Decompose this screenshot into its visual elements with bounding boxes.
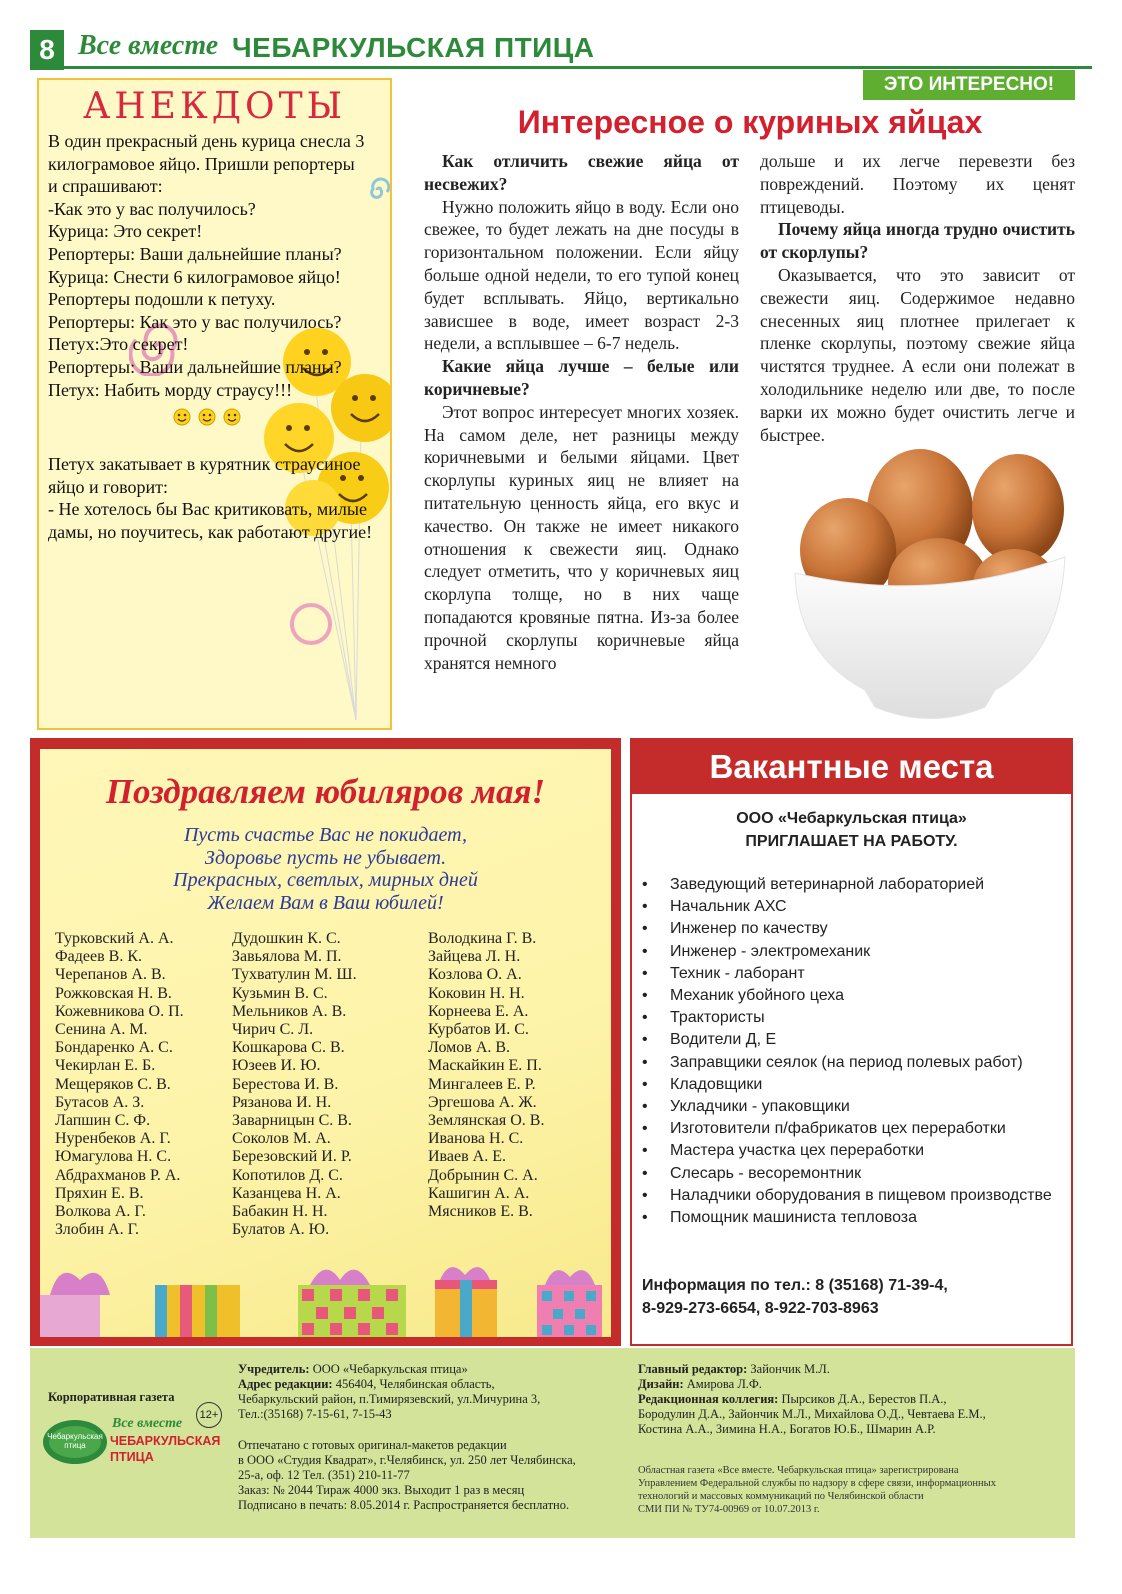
article-question: Какие яйца лучше – белые или коричневые? [424, 356, 739, 399]
name-item: Бондаренко А. С. [55, 1039, 173, 1057]
logo-title-line: ЧЕБАРКУЛЬСКАЯ [110, 1434, 221, 1448]
name-item: Завьялова М. П. [232, 948, 342, 966]
name-item: Казанцева Н. А. [232, 1184, 341, 1202]
name-item: Черепанов А. В. [55, 966, 166, 984]
poem-line: Прекрасных, светлых, мирных дней [173, 869, 478, 891]
name-item: Березовский И. Р. [232, 1148, 352, 1166]
names-column-1 [55, 930, 184, 1239]
names-column-3 [428, 930, 544, 1221]
name-item: Абдрахманов Р. А. [55, 1166, 181, 1184]
gift-boxes-decoration [40, 1255, 611, 1337]
jokes-text [48, 130, 378, 544]
name-item: Пряхин Е. В. [55, 1184, 144, 1202]
name-item: Бабакин Н. Н. [232, 1203, 328, 1221]
name-item: Соколов М. А. [232, 1130, 331, 1148]
joke-line: Курица: Снести 6 килограмовое яйцо! [48, 266, 341, 287]
name-item: Коковин Н. Н. [428, 984, 525, 1002]
contact-line: Информация по тел.: 8 (35168) 71-39-4, [642, 1277, 948, 1294]
address-label: Адрес редакции: [238, 1377, 333, 1391]
vacancies-list [642, 874, 1062, 1229]
name-item: Мельников А. В. [232, 1002, 347, 1020]
eggs-bowl-image [790, 445, 1075, 730]
name-item: Иваев А. Е. [428, 1148, 506, 1166]
joke-line: Курица: Это секрет! [48, 221, 203, 242]
name-item: Землянская О. В. [428, 1112, 545, 1130]
address-value: 456404, Челябинская область, [335, 1377, 495, 1391]
joke-line: В один прекрасный день курица снесла 3 килограмовое яйцо. Пришли репортеры [48, 131, 365, 174]
name-item: Сенина А. М. [55, 1021, 148, 1039]
article-paragraph: Нужно положить яйцо в воду. Если оно свежее, то будет лежать на дне посуды в горизонтальном положении. Если яйцу больше одной недели, то его тупой конец будет всплывать. Яйцо, вертикально зависшее в воде, имеет возраст 2-3 недели, а всплывшее – 6-7 недель. [424, 196, 739, 354]
address-line: Чебаркульский район, п.Тимирязевский, ул.Мичурина 3, [238, 1392, 541, 1406]
name-item: Булатов А. Ю. [232, 1221, 330, 1239]
name-item: Нуренбеков А. Г. [55, 1130, 171, 1148]
design-value: Амирова Л.Ф. [686, 1377, 762, 1391]
vacancy-item: • Начальник АХС [642, 896, 1062, 918]
vacancy-item: • Механик убойного цеха [642, 985, 1062, 1007]
name-item: Лапшин С. Ф. [55, 1112, 151, 1130]
masthead-italic: Все вместе [78, 30, 219, 61]
name-item: Мингалеев Е. Р. [428, 1075, 536, 1093]
masthead-title: ЧЕБАРКУЛЬСКАЯ ПТИЦА [232, 32, 595, 63]
vacancy-item: • Изготовители п/фабрикатов цех переработки [642, 1118, 1062, 1140]
article-question: Почему яйца иногда трудно очистить от скорлупы? [760, 219, 1075, 263]
chief-label: Главный редактор: [638, 1362, 748, 1376]
logo-title-line: ПТИЦА [110, 1450, 154, 1464]
vacancy-item: • Трактористы [642, 1007, 1062, 1029]
contact-line: 8-929-273-6654, 8-922-703-8963 [642, 1300, 879, 1317]
name-item: Берестова И. В. [232, 1075, 339, 1093]
founder-label: Учредитель: [238, 1362, 310, 1376]
name-item: Тухватулин М. Ш. [232, 966, 357, 984]
header-rule [30, 66, 1092, 69]
vacancy-item: • Заведующий ветеринарной лабораторией [642, 874, 1062, 896]
name-item: Фадеев В. К. [55, 948, 142, 966]
registration-line: Управлением Федеральной службы по надзору в сфере связи, информационных [638, 1478, 996, 1489]
names-column-2 [232, 930, 357, 1239]
article-column-2 [760, 150, 1075, 446]
founder-value: ООО «Чебаркульская птица» [312, 1362, 468, 1376]
print-block [238, 1438, 633, 1513]
name-item: Чирич С. Л. [232, 1021, 314, 1039]
chief-value: Зайончик М.Л. [750, 1362, 830, 1376]
name-item: Злобин А. Г. [55, 1221, 140, 1239]
joke-line: Репортеры подошли к петуху. [48, 289, 276, 310]
joke-line: - Не хотелось бы Вас критиковать, милые дамы, но поучитесь, как работают другие! [48, 499, 373, 542]
editors-block [638, 1362, 1070, 1437]
vacancy-item: • Кладовщики [642, 1074, 1062, 1096]
vacancies-company [632, 807, 1071, 853]
article-title: Интересное о куриных яйцах [517, 104, 983, 140]
name-item: Володкина Г. В. [428, 930, 537, 947]
name-item: Юмагулова Н. С. [55, 1148, 172, 1166]
name-item: Кашигин А. А. [428, 1184, 530, 1202]
name-item: Рязанова И. Н. [232, 1093, 332, 1111]
name-item: Козлова О. А. [428, 966, 522, 984]
joke-line: Петух: Набить морду страусу!!! [48, 379, 293, 400]
board-line: Бородулин Д.А., Зайончик М.Л., Михайлова О.Д., Чевтаева Е.М., [638, 1407, 986, 1421]
name-item: Волкова А. Г. [55, 1203, 146, 1221]
name-item: Курбатов И. С. [428, 1021, 529, 1039]
vacancy-item: • Водители Д, Е [642, 1029, 1062, 1051]
name-item: Турковский А. А. [55, 930, 174, 947]
company-invite: ПРИГЛАШАЕТ НА РАБОТУ. [745, 833, 958, 850]
joke-line: -Как это у вас получилось? [48, 198, 256, 219]
logo-badge-text: Чебаркульская птица [47, 1432, 103, 1450]
name-item: Дудошкин К. С. [232, 930, 341, 947]
design-label: Дизайн: [638, 1377, 684, 1391]
article-question: Как отличить свежие яйца от несвежих? [424, 151, 739, 194]
registration-block [638, 1464, 1070, 1516]
name-item: Чекирлан Е. Б. [55, 1057, 156, 1075]
name-item: Кузьмин В. С. [232, 984, 328, 1002]
board-line: Костина А.А., Зимина Н.А., Богатов Ю.Б., Шмарин А.Р. [638, 1422, 936, 1436]
logo-italic: Все вместе [112, 1416, 183, 1431]
vacancy-item: • Инженер по качеству [642, 918, 1062, 940]
print-line: 25-а, оф. 12 Тел. (351) 210-11-77 [238, 1468, 410, 1482]
name-item: Юзеев И. Ю. [232, 1057, 321, 1075]
vacancy-item: • Слесарь - весоремонтник [642, 1163, 1062, 1185]
name-item: Зайцева Л. Н. [428, 948, 521, 966]
vacancy-item: • Мастера участка цех переработки [642, 1140, 1062, 1162]
registration-line: Областная газета «Все вместе. Чебаркульская птица» зарегистрирована [638, 1465, 959, 1476]
registration-line: СМИ ПИ № ТУ74-00969 от 10.07.2013 г. [638, 1504, 820, 1515]
smiley-icons [48, 407, 378, 431]
name-item: Корнеева Е. А. [428, 1002, 529, 1020]
name-item: Мясников Е. В. [428, 1203, 533, 1221]
name-item: Иванова Н. С. [428, 1130, 524, 1148]
article-paragraph: дольше и их легче перевезти без повреждений. Поэтому их ценят птицеводы. [760, 151, 1075, 217]
board-value: Пырсиков Д.А., Берестов П.А., [781, 1392, 947, 1406]
name-item: Бутасов А. З. [55, 1093, 145, 1111]
vacancy-item: • Техник - лаборант [642, 963, 1062, 985]
article-paragraph: Оказывается, что это зависит от свежести яиц. Содержимое недавно снесенных яиц плотнее прилегает к пленке скорлупы, поэтому свежие яйца чистятся труднее. А если они полежат в холодильнике неделю или две, то после варки их можно будет очистить легче и быстрее. [760, 264, 1075, 445]
name-item: Кошкарова С. В. [232, 1039, 345, 1057]
poem-line: Пусть счастье Вас не покидает, [183, 824, 468, 846]
joke-line: и спрашивают: [48, 176, 163, 197]
registration-line: технологий и массовых коммуникаций по Челябинской области [638, 1491, 924, 1502]
print-line: в ООО «Студия Квадрат», г.Челябинск, ул. 250 лет Челябинска, [238, 1453, 576, 1467]
smiley-icon [172, 407, 244, 427]
joke-line: Репортеры: Как это у вас получилось? [48, 311, 342, 332]
logo-title [110, 1433, 220, 1465]
name-item: Копотилов Д. С. [232, 1166, 343, 1184]
article-paragraph: Этот вопрос интересует многих хозяек. На самом деле, нет разницы между коричневыми и белыми яйцами. Цвет скорлупы куриных яиц не влияет на питательную ценность яйца, его вкус и качество. Он также не имеет никакого отношения к свежести яиц. Однако следует отметить, что у коричневых яиц скорлупа толще, но в них чаще попадаются кровяные пятна. Из-за более прочной скорлупы коричневые яйца хранятся немного [424, 401, 739, 673]
vacancies-title: Вакантные места [632, 740, 1071, 794]
joke-line: Репортеры: Ваши дальнейшие планы? [48, 356, 342, 377]
page-number: 8 [30, 30, 64, 70]
age-rating-badge: 12+ [196, 1402, 222, 1428]
vacancy-item: • Помощник машиниста тепловоза [642, 1207, 1062, 1229]
joke-line: Репортеры: Ваши дальнейшие планы? [48, 243, 342, 264]
print-line: Подписано в печать: 8.05.2014 г. Распространяется бесплатно. [238, 1498, 570, 1512]
name-item: Ломов А. В. [428, 1039, 511, 1057]
name-item: Маскайкин Е. П. [428, 1057, 542, 1075]
name-item: Рожковская Н. В. [55, 984, 172, 1002]
founder-block [238, 1362, 633, 1422]
poem-line: Здоровье пусть не убывает. [204, 846, 447, 869]
name-item: Кожевникова О. П. [55, 1002, 184, 1020]
poem-line: Желаем Вам в Ваш юбилей! [207, 891, 444, 914]
vacancy-item: • Наладчики оборудования в пищевом производстве [642, 1185, 1062, 1207]
jokes-box [37, 78, 392, 730]
section-tag: ЭТО ИНТЕРЕСНО! [863, 70, 1075, 100]
name-item: Заварницын С. В. [232, 1112, 352, 1130]
corp-label: Корпоративная газета [48, 1390, 175, 1404]
name-item: Эргешова А. Ж. [428, 1093, 537, 1111]
name-item: Добрынин С. А. [428, 1166, 538, 1184]
print-line: Отпечатано с готовых оригинал-макетов редакции [238, 1438, 507, 1452]
name-item: Мещеряков С. В. [55, 1075, 171, 1093]
jokes-title: АНЕКДОТЫ [82, 86, 346, 127]
joke-line: Петух:Это секрет! [48, 334, 189, 355]
vacancy-item: • Инженер - электромеханик [642, 941, 1062, 963]
vacancy-item: • Укладчики - упаковщики [642, 1096, 1062, 1118]
address-line: Тел.:(35168) 7-15-61, 7-15-43 [238, 1407, 392, 1421]
joke-line: Петух закатывает в курятник страусиное яйцо и говорит: [48, 454, 361, 497]
print-line: Заказ: № 2044 Тираж 4000 экз. Выходит 1 раз в месяц [238, 1483, 525, 1497]
congrats-poem [40, 824, 611, 914]
vacancies-contact [642, 1274, 1062, 1320]
board-label: Редакционная коллегия: [638, 1392, 779, 1406]
article-column-1 [424, 150, 739, 674]
congrats-title: Поздравляем юбиляров мая! [105, 772, 546, 811]
company-name: ООО «Чебаркульская птица» [736, 810, 967, 827]
vacancy-item: • Заправщики сеялок (на период полевых работ) [642, 1052, 1062, 1074]
